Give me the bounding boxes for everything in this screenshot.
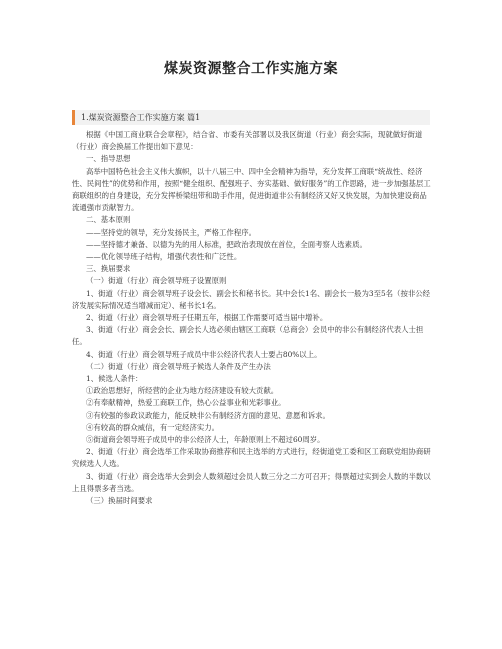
- heading-guiding-thought: 一、指导思想: [86, 154, 131, 164]
- list-item: 1、街道（行业）商会领导班子设会长、副会长和秘书长。其中会长1名、副会长一般为3至5名（按非公经济发展实际情况适当增减而定）、秘书长1名。: [72, 288, 431, 310]
- section-heading: 1.煤炭资源整合工作实施方案 篇1: [81, 113, 201, 122]
- heading-basic-principles: 二、基本原则: [86, 215, 131, 225]
- subheading: （一）街道（行业）商会领导班子设置原则: [86, 276, 227, 286]
- list-item: ——坚持党的领导，充分发扬民主，严格工作程序。: [86, 227, 256, 237]
- list-item: ——优化领导班子结构，增强代表性和广泛性。: [86, 252, 242, 262]
- list-item: ③有较强的参政议政能力，能反映非公有制经济方面的意见、意愿和诉求。: [86, 410, 330, 420]
- list-item: 2、街道（行业）商会选举工作采取协商推荐和民主选举的方式进行，经街道党工委和区工商联党组协商研究候选人人选。: [72, 447, 431, 469]
- list-item: ——坚持德才兼备、以德为先的用人标准，把政治表现放在首位，全面考察人选素质。: [86, 239, 367, 249]
- section-heading-bar: [72, 110, 430, 125]
- list-item: 4、街道（行业）商会领导班子成员中非公经济代表人士要占80%以上。: [86, 349, 322, 359]
- list-item: ①政治思想好，所经营的企业为地方经济建设有较大贡献。: [86, 386, 279, 396]
- subheading: （三）换届时间要求: [86, 496, 153, 506]
- list-item: ④有较高的群众威信，有一定经济实力。: [86, 422, 220, 432]
- paragraph: 高举中国特色社会主义伟大旗帜，以十八届三中、四中全会精神为指导，充分发挥工商联“统战性、经济性、民间性”的优势和作用，按照“健全组织、配强班子、夯实基础、做好服务”的工作思路，进一步加强基层工商联组织的自身建设，充分发挥桥梁纽带和助手作用，促进街道非公有制经济又好又快发展，为加快建设商品流通强市贡献智力。: [72, 166, 431, 213]
- document-title: 煤炭资源整合工作实施方案: [164, 61, 338, 77]
- list-item: 1、候选人条件：: [86, 374, 143, 384]
- paragraph: 根据《中国工商业联合会章程》，结合省、市委有关部署以及我区街道（行业）商会实际，现就做好街道（行业）商会换届工作提出如下意见：: [72, 130, 423, 152]
- heading-requirements: 三、换届要求: [86, 264, 131, 274]
- subheading: （二）街道（行业）商会领导班子候选人条件及产生办法: [86, 361, 271, 371]
- list-item: 2、街道（行业）商会领导班子任期五年，根据工作需要可适当届中增补。: [86, 313, 328, 323]
- list-item: 3、街道（行业）商会选举大会到会人数须超过会员人数三分之二方可召开；得票超过实到会人数的半数以上且得票多者当选。: [72, 471, 431, 493]
- list-item: ⑤街道商会领导班子成员中的非公经济人士，年龄原则上不超过60周岁。: [86, 435, 325, 445]
- list-item: 3、街道（行业）商会会长、副会长人选必须由辖区工商联（总商会）会员中的非公有制经济代表人士担任。: [72, 325, 424, 347]
- document-body: [72, 129, 432, 507]
- list-item: ②有奉献精神，热爱工商联工作，热心公益事业和光彩事业。: [86, 398, 286, 408]
